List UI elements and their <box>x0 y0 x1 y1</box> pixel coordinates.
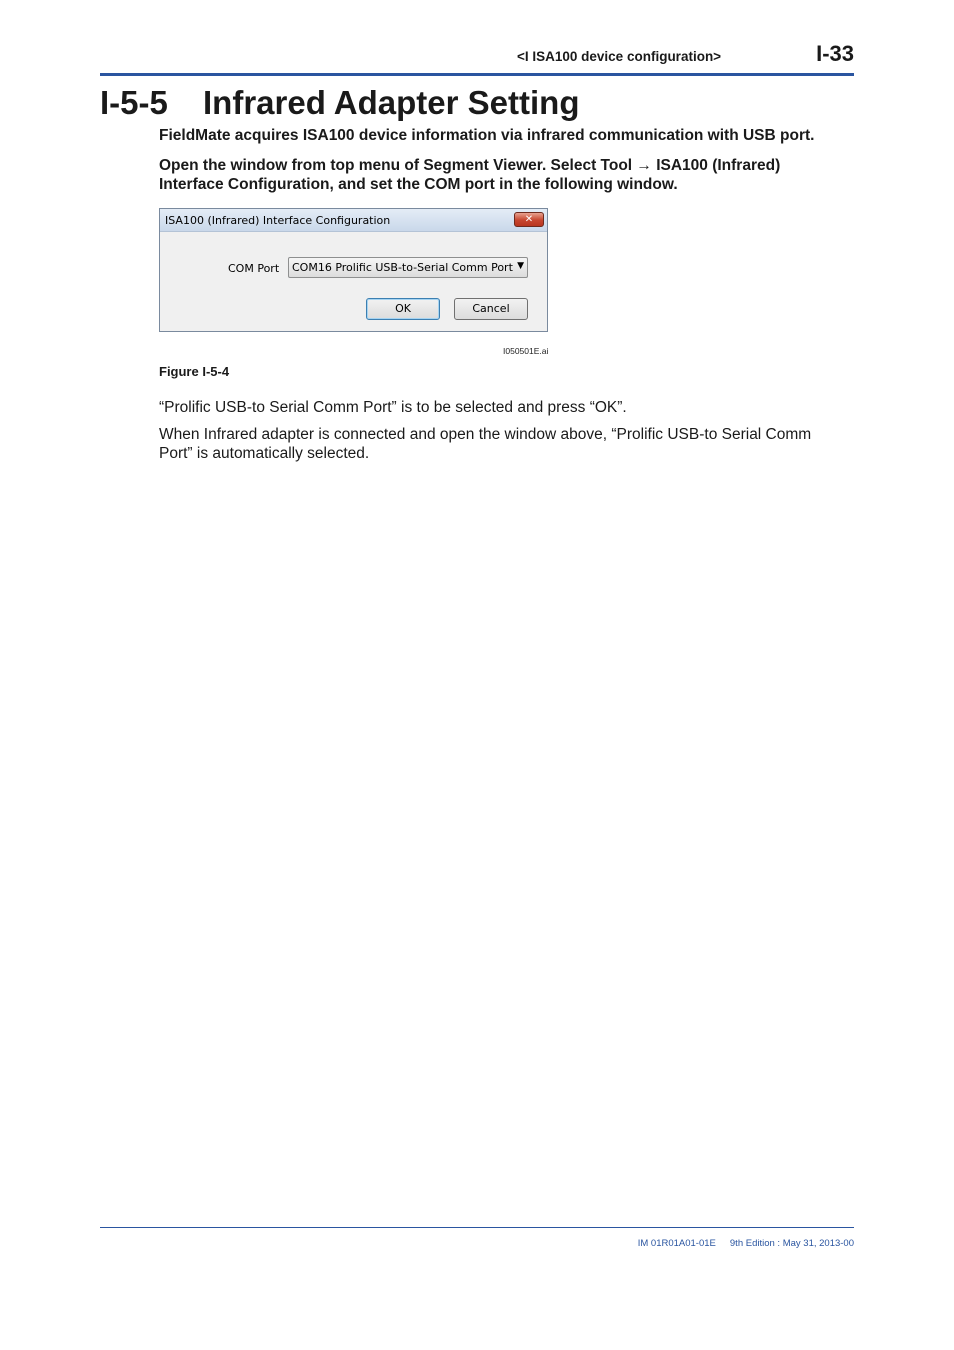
dialog-body <box>162 232 545 329</box>
body-paragraph-2: When Infrared adapter is connected and open the window above, “Prolific USB-to Serial Comm Port” is automatically selected. <box>159 426 812 462</box>
footer <box>638 1238 854 1249</box>
close-button[interactable] <box>514 212 544 227</box>
footer-edition: 9th Edition : May 31, 2013-00 <box>729 1238 854 1249</box>
intro-line-1: FieldMate acquires ISA100 device information via infrared communication with USB port. <box>159 127 815 144</box>
close-icon: ✕ <box>524 214 534 225</box>
dialog-titlebar[interactable] <box>160 209 547 232</box>
figure-caption: Figure I-5-4 <box>159 364 230 379</box>
page-number: I-33 <box>816 41 854 66</box>
interface-config-dialog <box>159 208 548 332</box>
figure-file-id: I050501E.ai <box>503 346 549 356</box>
footer-rule <box>100 1227 854 1228</box>
intro-line-2: Open the window from top menu of Segment Viewer. Select Tool → ISA100 (Infrared) Interface Configuration, and set the COM port in the following window. <box>159 157 781 193</box>
com-port-label: COM Port <box>228 262 280 275</box>
ok-button[interactable]: OK <box>366 298 440 320</box>
chevron-down-icon: ▼ <box>517 261 524 271</box>
footer-doc-id: IM 01R01A01-01E <box>637 1238 716 1249</box>
header-section-title: <I ISA100 device configuration> <box>517 49 722 64</box>
com-port-select[interactable] <box>288 257 528 278</box>
section-number: I-5-5 <box>100 84 168 121</box>
cancel-button[interactable]: Cancel <box>454 298 528 320</box>
header-rule <box>100 73 854 76</box>
dialog-title: ISA100 (Infrared) Interface Configuration <box>165 214 391 227</box>
page-title <box>100 84 580 122</box>
body-paragraph-1: “Prolific USB-to Serial Comm Port” is to be selected and press “OK”. <box>159 399 627 416</box>
com-port-selected-value: COM16 Prolific USB-to-Serial Comm Port <box>292 261 513 274</box>
section-title: Infrared Adapter Setting <box>203 84 580 121</box>
